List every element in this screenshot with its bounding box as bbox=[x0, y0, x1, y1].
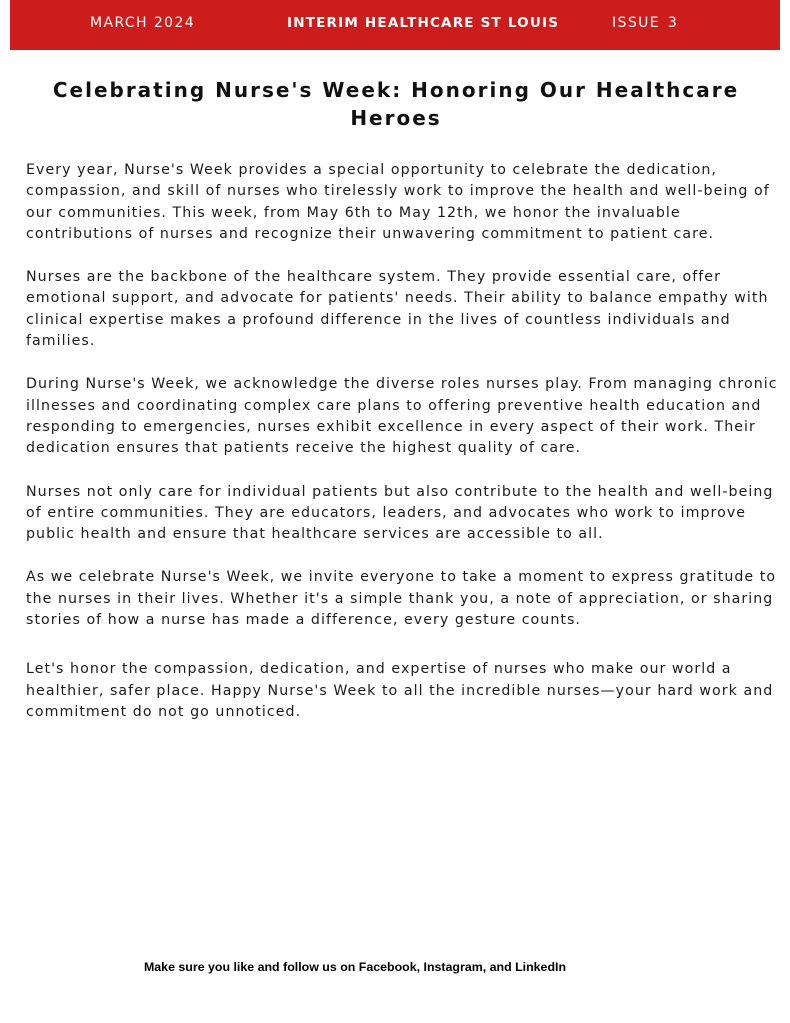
article-paragraph: Every year, Nurse's Week provides a special opportunity to celebrate the dedication, compassion, and skill of nurses who tirelessly work to improve the health and well-being of our communities. This week, from May 6th to May 12th, we honor the invaluable contributions of nurses and recognize their unwavering commitment to patient care. bbox=[26, 162, 770, 242]
article-body bbox=[26, 160, 781, 723]
newsletter-header bbox=[10, 0, 780, 50]
article-title: Celebrating Nurse's Week: Honoring Our Healthcare Heroes bbox=[52, 78, 740, 130]
issue-date: MARCH 2024 bbox=[90, 15, 196, 31]
article-paragraph: Let's honor the compassion, dedication, and expertise of nurses who make our world a healthier, safer place. Happy Nurse's Week to all the incredible nurses—your hard work and commitment do not go unnoticed. bbox=[26, 661, 774, 720]
article-paragraph: During Nurse's Week, we acknowledge the diverse roles nurses play. From managing chronic illnesses and coordinating complex care plans to offering preventive health education and responding to emergencies, nurses exhibit excellence in every aspect of their work. Their dedication ensures that patients receive the highest quality of care. bbox=[26, 376, 778, 457]
article-paragraph: Nurses are the backbone of the healthcare system. They provide essential care, offer emotional support, and advocate for patients' needs. Their ability to balance empathy with clinical expertise makes a profound difference in the lives of countless individuals and families. bbox=[26, 269, 769, 350]
article-paragraph: As we celebrate Nurse's Week, we invite everyone to take a moment to express gratitude to the nurses in their lives. Whether it's a simple thank you, a note of appreciation, or sharing stories of how a nurse has made a difference, every gesture counts. bbox=[26, 569, 777, 629]
article-paragraph: Nurses not only care for individual patients but also contribute to the health and well-being of entire communities. They are educators, leaders, and advocates who work to improve public health and ensure that healthcare services are accessible to all. bbox=[26, 483, 774, 543]
social-follow-note: Make sure you like and follow us on Facebook, Instagram, and LinkedIn bbox=[143, 960, 567, 974]
organization-name: INTERIM HEALTHCARE ST LOUIS bbox=[287, 15, 560, 31]
issue-number: ISSUE 3 bbox=[612, 15, 679, 31]
